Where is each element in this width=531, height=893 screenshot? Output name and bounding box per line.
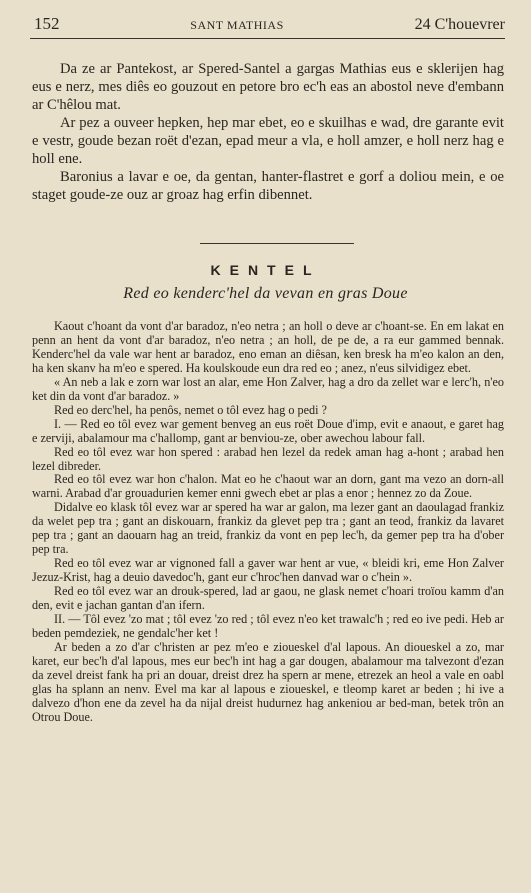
section-divider xyxy=(200,243,354,244)
paragraph: Red eo tôl evez war hon spered : arabad hen lezel da redek aman hag a-hont ; arabad hen lezel dibreder. xyxy=(32,444,504,473)
paragraph: « An neb a lak e zorn war lost an alar, eme Hon Zalver, hag a dro da zellet war e lerc'h, n'eo ket din da vont d'ar baradoz. » xyxy=(32,374,504,403)
paragraph: Red eo tôl evez war an drouk-spered, lad ar gaou, ne glask nemet c'hoari troïou kamm d'an den, evit e jachan gantan d'an ifern. xyxy=(32,584,504,613)
date-label: 24 C'houevrer xyxy=(414,16,505,33)
section-subtitle: Red eo kenderc'hel da vevan en gras Doue xyxy=(123,285,408,302)
paragraph: Didalve eo klask tôl evez war ar spered ha war ar galon, ma lezer gant an daoulagad frankiz da welet pep tra ; gant an diskouarn, frankiz da glevet pep tra ; gant an teod, frankiz da lavaret pep tra ; gant an daouarn hag an treid, frankiz da vont en pep lec'h, da gemer pep tra ha d'ober pep tra. xyxy=(32,500,504,557)
paragraph: Ar pez a ouveer hepken, hep mar ebet, eo e skuilhas e wad, dre garante evit e vestr, goude bezan roët d'ezan, epad meur a vla, e holl amzer, e holl nerz hag e holl ene. xyxy=(32,115,504,167)
header-rule xyxy=(30,38,505,39)
lesson-text xyxy=(32,320,504,725)
paragraph: Da ze ar Pantekost, ar Spered-Santel a gargas Mathias eus e sklerijen hag eus e nerz, mes diês eo gouzout en petore bro ec'h eas an abostol neve d'embann ar C'hêlou mat. xyxy=(32,61,504,113)
paragraph: II. — Tôl evez 'zo mat ; tôl evez 'zo red ; tôl evez n'eo ket trawalc'h ; red eo ive pedi. Heb ar beden pemdeziek, ne gendalc'her ket ! xyxy=(32,612,504,640)
paragraph: Red eo tôl evez war ar vignoned fall a gaver war hent ar vue, « bleidi kri, eme Hon Zalver Jezuz-Krist, hag a deuio davedoc'h, gant eur c'hroc'hen danvad war o c'hein ». xyxy=(32,556,504,585)
paragraph: I. — Red eo tôl evez war gement benveg an eus roët Doue d'imp, evit e anaout, e garet hag e zerviji, abalamour ma c'hallomp, gant ar benviou-ze, ober awechou labour fall. xyxy=(32,416,504,445)
paragraph: Ar beden a zo d'ar c'hristen ar pez m'eo e zioueskel d'al lapous. An dioueskel a zo, mar karet, eur bec'h d'al lapous, mes eur bec'h int hag a gar dougen, abalamour ma talvezont d'ezan da zevel dreist fank ha pri an douar, dreist drez ha spern ar mene, etrezek an heol a vale en oabl glas ha splann an nenv. Evel ma kar al lapous e zioueskel, e tleomp karet ar beden ; hi ive a dalvezo d'hon ene da zevel ha da nijal dreist hudurnez hag ankeniou ar bed-man, betek trôn an Otrou Doue. xyxy=(32,639,504,724)
running-header xyxy=(34,14,505,38)
paragraph: Kaout c'hoant da vont d'ar baradoz, n'eo netra ; an holl o deve ar c'hoant-se. En em lakat en penn an hent da vont d'ar baradoz, n'eo netra ; an holl, de pe de, a ra eur gammed bennak. Kenderc'hel da vale war hent ar baradoz, eno eman an diêsan, ken bresk ha m'eo kalon an den, ha ken skanv ha m'eo e spered. Ha koulskoude eun dra red eo ; anez, n'eus silvidigez ebet. xyxy=(32,319,504,375)
biography-text xyxy=(32,60,504,204)
paragraph: Red eo tôl evez war hon c'halon. Mat eo he c'haout war an dorn, gant ma vezo an dorn-all warni. Arabad d'ar grouadurien kemer enni gwech ebet ar plas a enor ; hennez zo da Zoue. xyxy=(32,472,504,501)
page-number: 152 xyxy=(34,14,60,33)
section-title: KENTEL xyxy=(210,262,321,278)
running-title: SANT MATHIAS xyxy=(190,18,284,32)
paragraph: Baronius a lavar e oe, da gentan, hanter-flastret e gorf a doliou mein, e oe staget goude-ze ouz ar groaz hag erfin dibennet. xyxy=(32,169,504,203)
paragraph: Red eo derc'hel, ha penôs, nemet o tôl evez hag o pedi ? xyxy=(54,402,327,417)
